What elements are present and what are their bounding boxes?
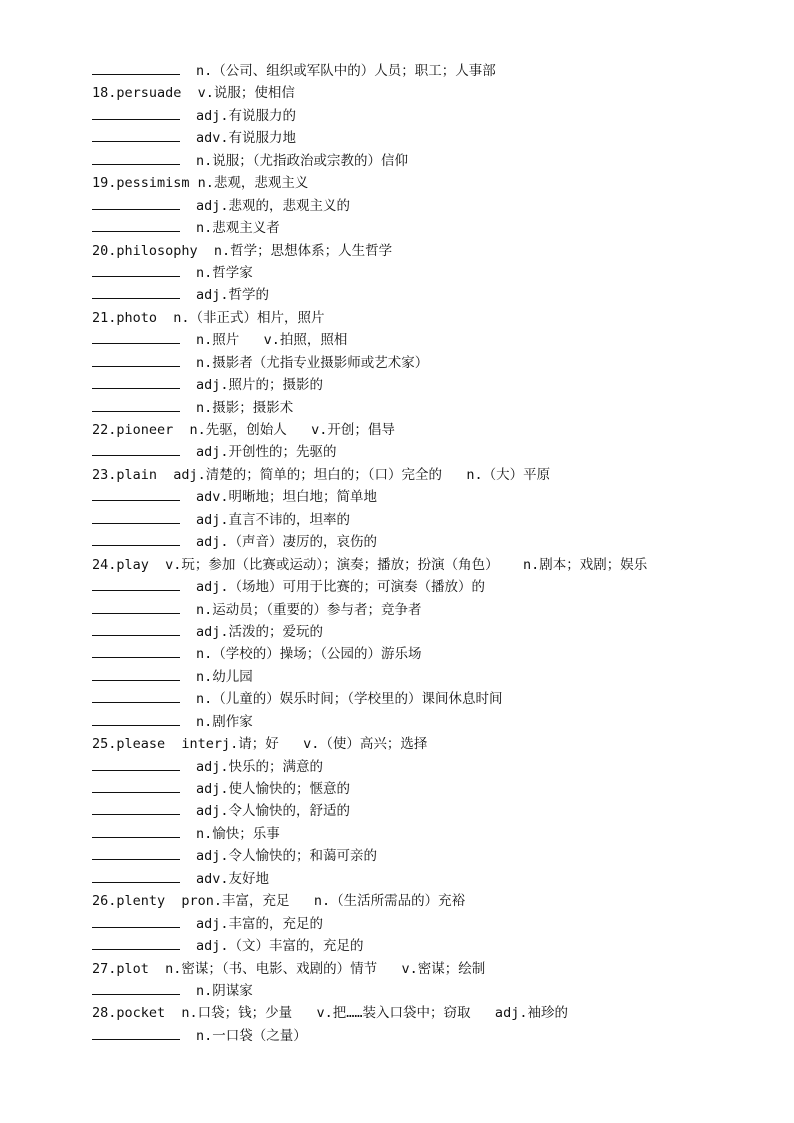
word-entry-heading [92,1002,752,1024]
derivative-row [92,823,752,845]
derivative-definition: adj.哲学的 [196,287,270,304]
answer-blank[interactable] [92,509,180,524]
headword-definition: 18.persuade v.说服；使相信 [92,85,295,102]
derivative-row [92,576,752,598]
answer-blank[interactable] [92,60,180,75]
headword-definition: 24.play v.玩；参加（比赛或运动）；演奏；播放；扮演（角色） n.剧本；戏剧；娱乐 [92,556,648,573]
derivative-definition: adj.丰富的，充足的 [196,915,324,932]
answer-blank[interactable] [92,845,180,860]
answer-blank[interactable] [92,127,180,142]
derivative-definition: n.（儿童的）娱乐时间；（学校里的）课间休息时间 [196,691,503,708]
answer-blank[interactable] [92,711,180,726]
derivative-row [92,778,752,800]
headword-definition: 19.pessimism n.悲观，悲观主义 [92,175,309,192]
answer-blank[interactable] [92,621,180,636]
derivative-definition: n.阴谋家 [196,982,253,999]
derivative-definition: adj.（文）丰富的，充足的 [196,938,364,955]
derivative-definition: adv.友好地 [196,870,270,887]
derivative-definition: n.照片 v.拍照，照相 [196,332,348,349]
answer-blank[interactable] [92,599,180,614]
word-entry-heading [92,554,752,576]
word-entry-heading [92,958,752,980]
derivative-row [92,756,752,778]
derivative-definition: adj.使人愉快的；惬意的 [196,781,351,797]
answer-blank[interactable] [92,643,180,658]
derivative-row [92,127,752,149]
answer-blank[interactable] [92,778,180,793]
headword-definition: 26.plenty pron.丰富，充足 n.（生活所需品的）充裕 [92,893,466,910]
derivative-definition: n.剧作家 [196,713,253,730]
derivative-definition: adj.照片的；摄影的 [196,377,324,394]
derivative-row [92,643,752,665]
answer-blank[interactable] [92,150,180,165]
derivative-definition: adj.直言不讳的，坦率的 [196,511,351,528]
derivative-row [92,195,752,217]
derivative-definition: adj.（场地）可用于比赛的；可演奏（播放）的 [196,579,486,596]
derivative-row [92,980,752,1002]
derivative-row [92,329,752,351]
derivative-definition: adj.令人愉快的；和蔼可亲的 [196,848,378,865]
derivative-row [92,621,752,643]
derivative-row [92,711,752,733]
answer-blank[interactable] [92,217,180,232]
derivative-definition: n.愉快；乐事 [196,825,280,842]
derivative-definition: n.说服；（尤指政治或宗教的）信仰 [196,152,409,169]
answer-blank[interactable] [92,105,180,120]
answer-blank[interactable] [92,374,180,389]
derivative-definition: adj.活泼的；爱玩的 [196,623,324,640]
answer-blank[interactable] [92,486,180,501]
word-entry-heading [92,307,752,329]
derivative-definition: n.哲学家 [196,264,253,281]
derivative-row [92,868,752,890]
derivative-row [92,913,752,935]
derivative-row [92,262,752,284]
derivative-row [92,486,752,508]
derivative-definition: n.摄影者（尤指专业摄影师或艺术家） [196,354,429,371]
answer-blank[interactable] [92,980,180,995]
derivative-row [92,509,752,531]
derivative-row [92,845,752,867]
derivative-definition: n.悲观主义者 [196,220,280,237]
vocabulary-list [92,60,752,1047]
answer-blank[interactable] [92,262,180,277]
answer-blank[interactable] [92,913,180,928]
derivative-row [92,800,752,822]
derivative-row [92,599,752,621]
headword-definition: 21.photo n.（非正式）相片，照片 [92,309,325,326]
derivative-definition: n.（公司、组织或军队中的）人员；职工；人事部 [196,63,496,79]
word-entry-heading [92,733,752,755]
derivative-row [92,374,752,396]
derivative-definition: n.一口袋（之量） [196,1027,307,1044]
derivative-definition: n.摄影；摄影术 [196,399,294,416]
derivative-row [92,441,752,463]
answer-blank[interactable] [92,666,180,681]
answer-blank[interactable] [92,397,180,412]
derivative-definition: adj.开创性的；先驱的 [196,444,337,461]
derivative-row [92,150,752,172]
word-entry-heading [92,82,752,104]
answer-blank[interactable] [92,868,180,883]
answer-blank[interactable] [92,195,180,210]
answer-blank[interactable] [92,688,180,703]
answer-blank[interactable] [92,352,180,367]
answer-blank[interactable] [92,441,180,456]
derivative-definition: n.（学校的）操场；（公园的）游乐场 [196,646,422,663]
word-entry-heading [92,890,752,912]
answer-blank[interactable] [92,823,180,838]
word-entry-heading [92,240,752,262]
headword-definition: 22.pioneer n.先驱，创始人 v.开创；倡导 [92,422,395,438]
derivative-row [92,284,752,306]
derivative-row [92,688,752,710]
derivative-definition: adj.有说服力的 [196,107,297,124]
answer-blank[interactable] [92,935,180,950]
derivative-definition: n.幼儿园 [196,668,253,685]
derivative-row [92,60,752,82]
answer-blank[interactable] [92,329,180,344]
derivative-definition: adj.令人愉快的，舒适的 [196,803,351,820]
derivative-definition: adj.悲观的，悲观主义的 [196,197,351,214]
answer-blank[interactable] [92,576,180,591]
word-entry-heading [92,464,752,486]
word-entry-heading [92,419,752,441]
derivative-definition: n.运动员；（重要的）参与者；竞争者 [196,601,422,618]
headword-definition: 20.philosophy n.哲学；思想体系；人生哲学 [92,242,393,259]
derivative-definition: adv.明晰地；坦白地；简单地 [196,489,378,506]
derivative-definition: adj.（声音）凄厉的，哀伤的 [196,534,378,551]
derivative-definition: adv.有说服力地 [196,130,297,147]
derivative-row [92,217,752,239]
derivative-row [92,1025,752,1047]
answer-blank[interactable] [92,284,180,299]
derivative-row [92,531,752,553]
headword-definition: 23.plain adj.清楚的；简单的；坦白的；（口）完全的 n.（大）平原 [92,466,551,483]
headword-definition: 27.plot n.密谋；（书、电影、戏剧的）情节 v.密谋；绘制 [92,960,486,977]
derivative-row [92,352,752,374]
answer-blank[interactable] [92,531,180,546]
headword-definition: 28.pocket n.口袋；钱；少量 v.把……装入口袋中；窃取 adj.袖珍的 [92,1005,568,1022]
word-entry-heading [92,172,752,194]
answer-blank[interactable] [92,1025,180,1040]
answer-blank[interactable] [92,800,180,815]
derivative-row [92,666,752,688]
derivative-row [92,105,752,127]
derivative-row [92,397,752,419]
derivative-definition: adj.快乐的；满意的 [196,758,324,775]
headword-definition: 25.please interj.请；好 v.（使）高兴；选择 [92,736,428,753]
answer-blank[interactable] [92,756,180,771]
derivative-row [92,935,752,957]
